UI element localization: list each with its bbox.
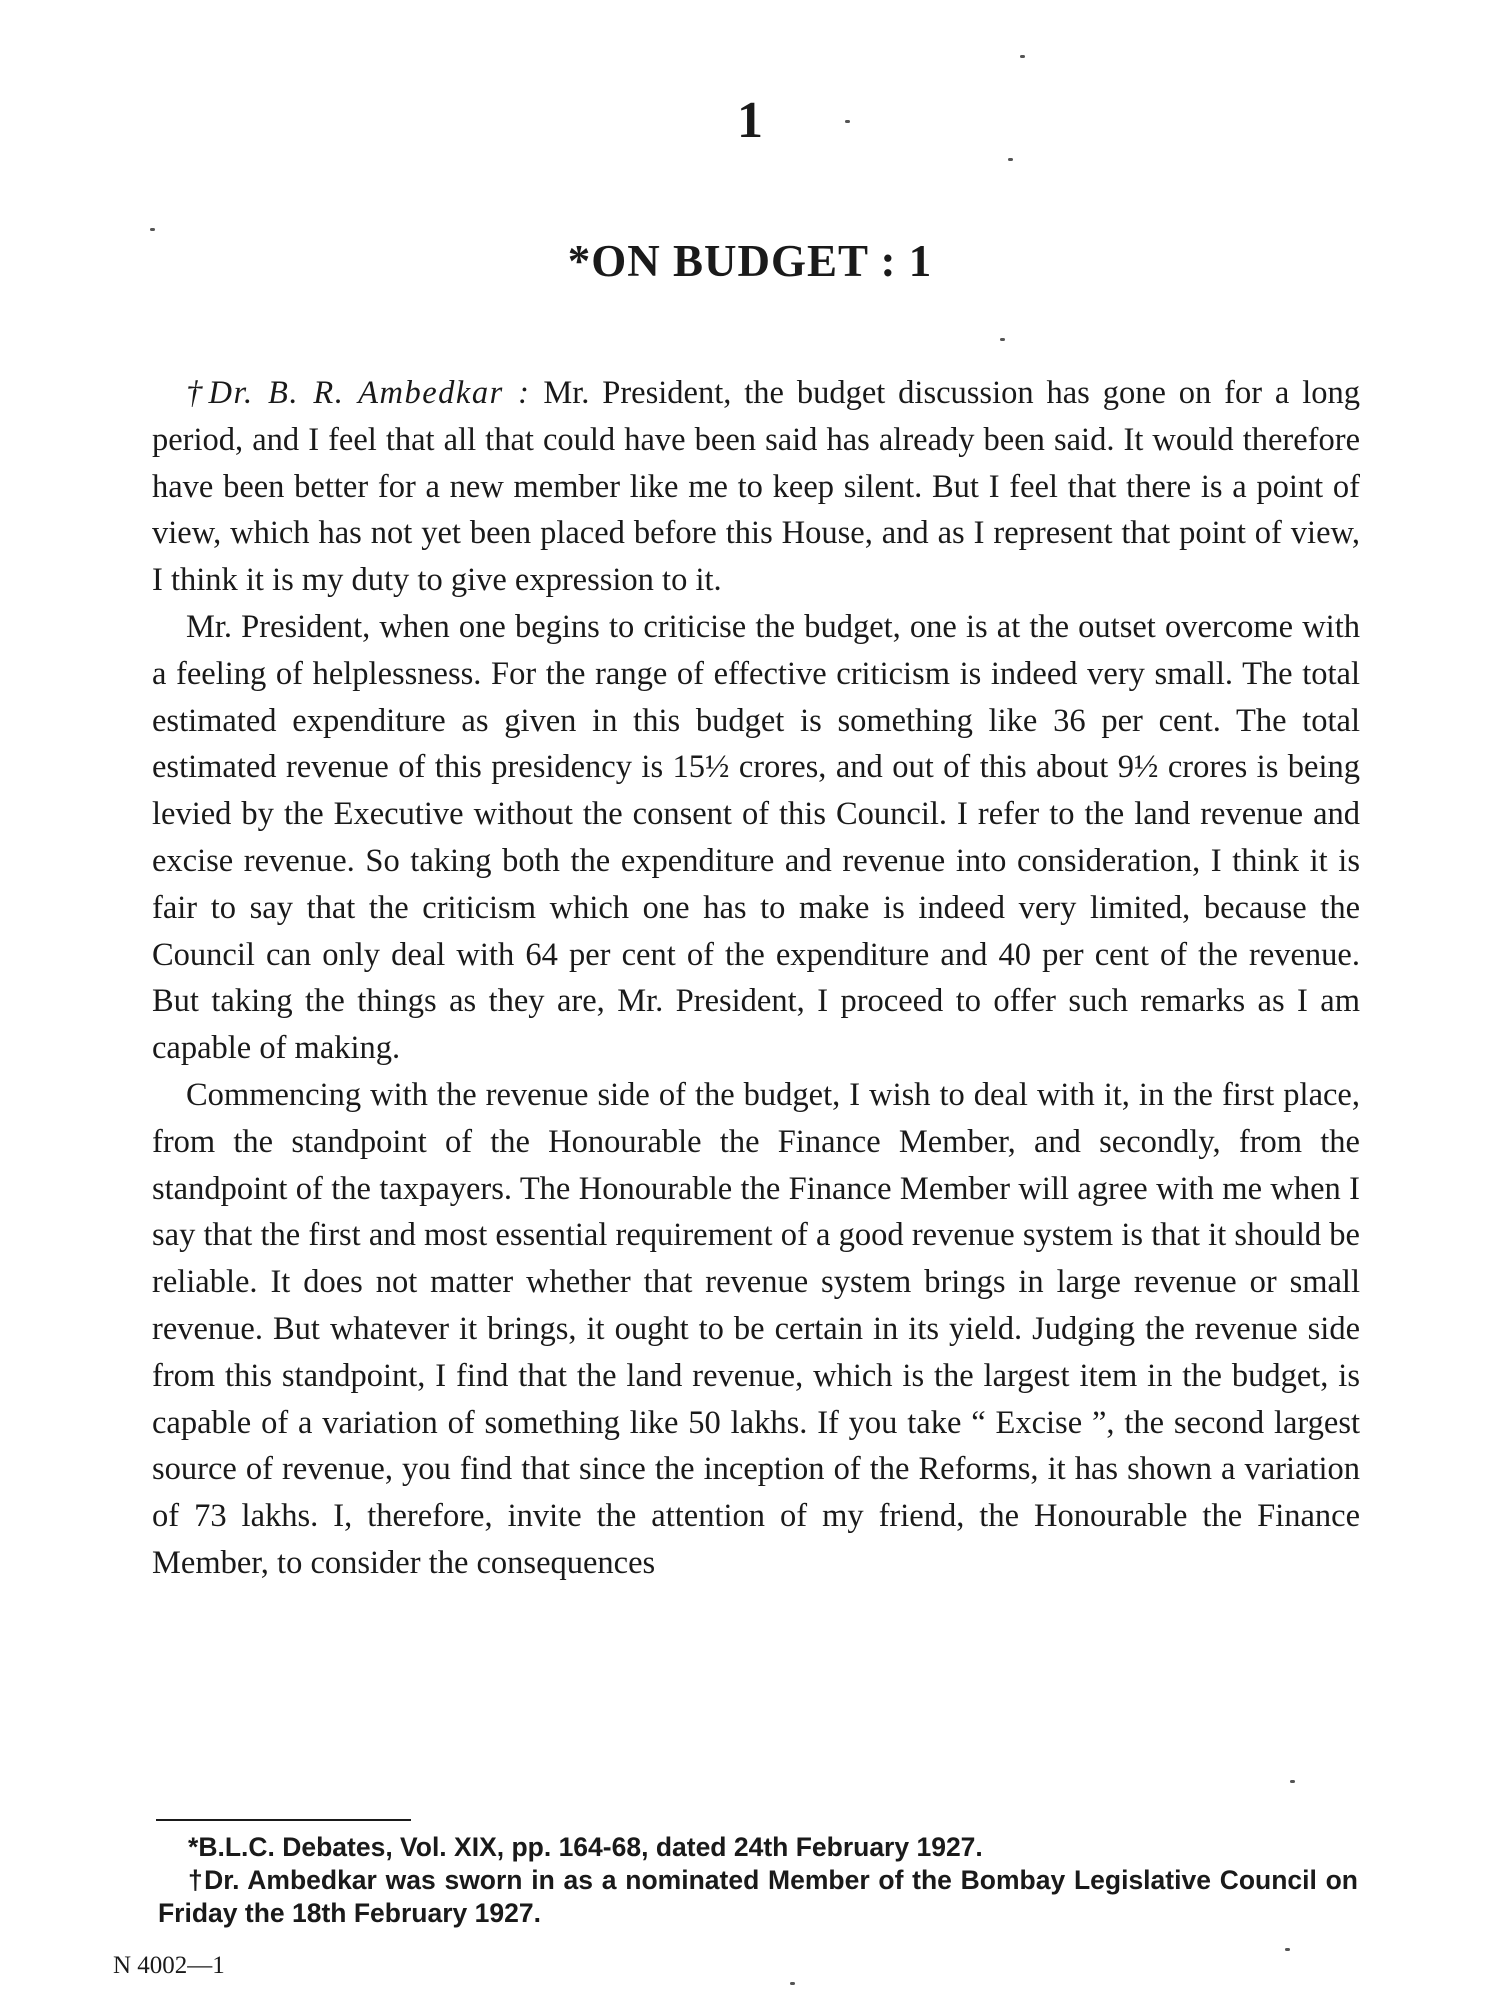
scan-speck [790,1982,795,1985]
body-text [152,370,1360,1587]
page-number: 1 [737,92,763,149]
scan-speck [1008,158,1013,161]
footnote-divider [156,1819,411,1821]
paragraph-1 [152,370,1360,604]
paragraph-1-text: Mr. President, the budget discussion has gone on for a long period, and I feel that all that could have been said has already been said. It would therefore have been better for a new member like me to keep silent. But I feel that there is a point of view, which has not yet been placed before this House, and as I represent that point of view, I think it is my duty to give expression to it. [152,375,1360,599]
scan-speck [845,120,850,123]
scan-speck [1285,1948,1290,1951]
paragraph-2: Mr. President, when one begins to criticise the budget, one is at the outset overcome with a feeling of helplessness. For the range of effective criticism is indeed very small. The total estimated expenditure as given in this budget is something like 36 per cent. The total estimated revenue of this presidency is 15½ crores, and out of this about 9½ crores is being levied by the Executive without the consent of this Council. I refer to the land revenue and excise revenue. So taking both the expenditure and revenue into consideration, I think it is fair to say that the criticism which one has to make is indeed very limited, because the Council can only deal with 64 per cent of the expenditure and 40 per cent of the revenue. But taking the things as they are, Mr. President, I proceed to offer such remarks as I am capable of making. [152,608,1360,1067]
footnote-2: †Dr. Ambedkar was sworn in as a nominated Member of the Bombay Legislative Council on Friday the 18th February 1927. [158,1865,1358,1928]
print-code: N 4002—1 [113,1952,225,1979]
page-title: *ON BUDGET : 1 [567,236,933,286]
scan-speck [150,228,155,231]
scan-speck [1020,55,1025,58]
scan-speck [1000,338,1005,341]
speaker-name: †Dr. B. R. Ambedkar : [186,375,531,411]
footnote-1: *B.L.C. Debates, Vol. XIX, pp. 164-68, dated 24th February 1927. [188,1832,983,1862]
footnotes [158,1831,1358,1930]
paragraph-3: Commencing with the revenue side of the budget, I wish to deal with it, in the first place, from the standpoint of the Honourable the Finance Member, and secondly, from the standpoint of the taxpayers. The Honourable the Finance Member will agree with me when I say that the first and most essential requirement of a good revenue system is that it should be reliable. It does not matter whether that revenue system brings in large revenue or small revenue. But whatever it brings, it ought to be certain in its yield. Judging the revenue side from this standpoint, I find that the land revenue, which is the largest item in the budget, is capable of a variation of something like 50 lakhs. If you take “ Excise ”, the second largest source of revenue, you find that since the inception of the Reforms, it has shown a variation of 73 lakhs. I, therefore, invite the attention of my friend, the Honourable the Finance Member, to consider the consequences [152,1076,1360,1581]
scan-speck [1290,1780,1295,1783]
